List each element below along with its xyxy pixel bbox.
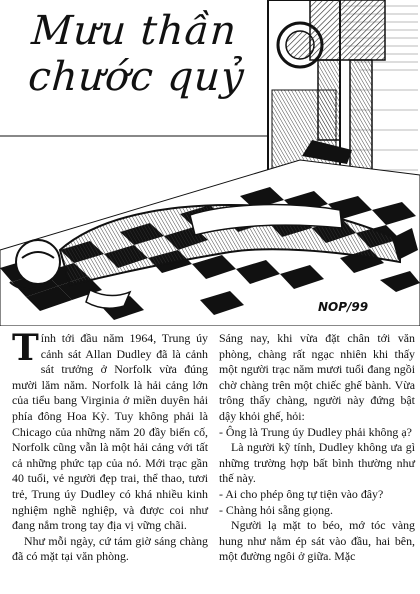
title-line-2: chước quỷ <box>26 54 247 100</box>
title-line-1: Mưu thần <box>30 8 239 54</box>
dialogue-line: - Ai cho phép ông tự tiện vào đây? <box>219 486 384 501</box>
paragraph <box>12 327 208 534</box>
paragraph: Sáng nay, khi vừa đặt chân tới văn phòng, chàng rất ngạc nhiên khi thấy một người trạc năm mươi tuổi đang ngồi chờ chàng trên một chiếc ghế bành. Vừa trông thấy chàng, người này đứng bật dậy khỏi ghế, hỏi: <box>219 331 415 423</box>
paragraph: Người lạ mặt to béo, mớ tóc vàng hung như nằm ép sát vào đầu, hai bên, một đường ngôi ở giữa. Mặc <box>219 518 415 564</box>
paragraph: Như mỗi ngày, cứ tám giờ sáng chàng đã có mặt tại văn phòng. <box>12 533 208 564</box>
article-title <box>27 8 273 100</box>
artist-signature: NOP/99 <box>318 300 369 314</box>
dropcap: T <box>12 327 39 369</box>
paragraph-text: ính tới đầu năm 1964, Trung úy cảnh sát Allan Dudley đã là cảnh sát trưởng ở Norfolk vừa đúng mười lăm năm. Norfolk là hải cảng lớn của tiểu bang Virginia ở miền duyên hải phía đông Hoa Kỳ. Tuy không phải là Chicago của những năm 20 đầy biến cố, Norfolk cũng vẫn là một hải cảng với tất cả những phức tạp của nó. Mới trạc gần 40 tuổi, vẻ người đẹp trai, thể thao, tươi trẻ, Trung úy Dudley có khá nhiều kinh nghiệm nghề nghiệp, và được coi như đang nắm trong tay địa vị vững chãi. <box>12 331 208 533</box>
article-column-right <box>219 331 415 565</box>
dialogue-line: - Ông là Trung úy Dudley phải không ạ? <box>219 424 412 439</box>
dialogue-line: - Chàng hỏi sẵng giọng. <box>219 502 333 517</box>
paragraph: Là người kỹ tính, Dudley không ưa gì những trường hợp bất bình thường như thế này. <box>219 440 415 486</box>
article-column-left <box>12 327 208 565</box>
